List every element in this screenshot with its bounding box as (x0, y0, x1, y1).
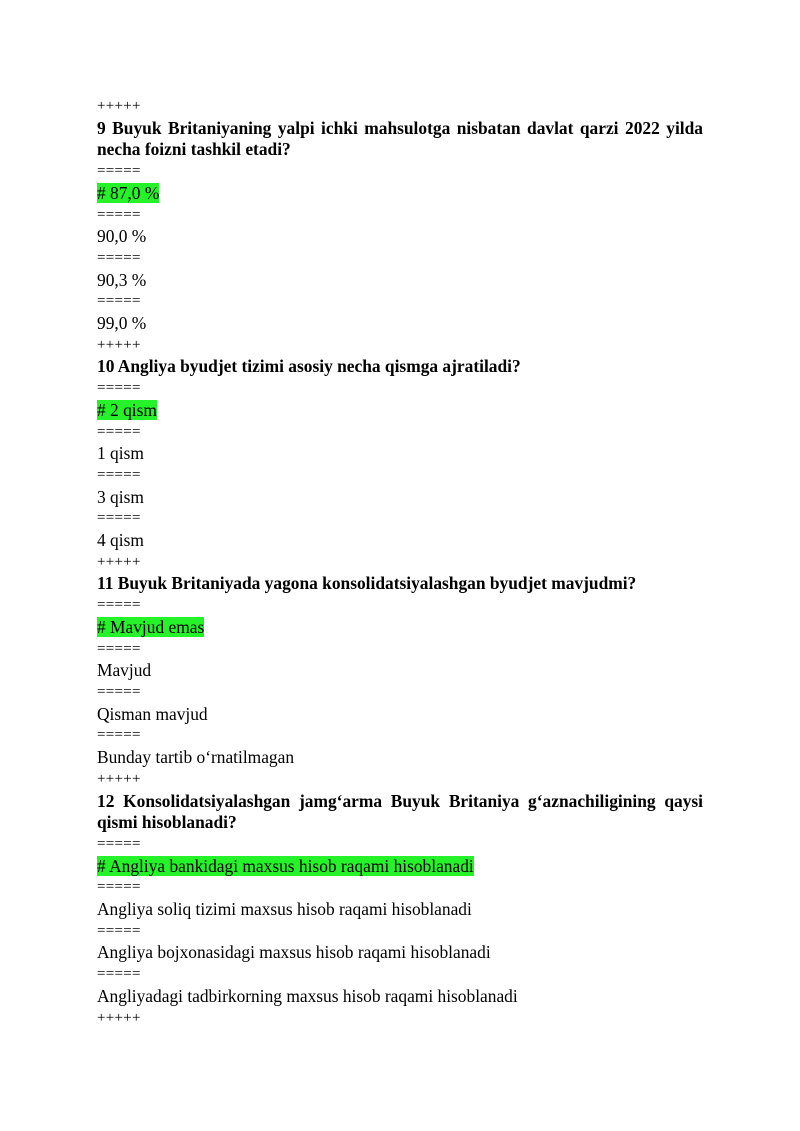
option-separator: ===== (97, 879, 141, 896)
answer-option: Bunday tartib o‘rnatilmagan (97, 747, 295, 768)
option-separator: ===== (97, 423, 141, 440)
correct-answer-11: # Mavjud emas (97, 616, 205, 637)
correct-answer-9: # 87,0 % (97, 182, 160, 203)
option-separator: ===== (97, 640, 141, 657)
option-separator: ===== (97, 835, 141, 852)
option-separator: ===== (97, 293, 141, 310)
option-separator: ===== (97, 206, 141, 223)
answer-option: Angliyadagi tadbirkorning maxsus hisob raqami hisoblanadi (97, 985, 518, 1006)
option-separator: ===== (97, 966, 141, 983)
option-separator: ===== (97, 922, 141, 939)
correct-answer-12: # Angliya bankidagi maxsus hisob raqami hisoblanadi (97, 855, 474, 876)
answer-option: Qisman mavjud (97, 703, 208, 724)
block-separator: +++++ (97, 336, 141, 353)
answer-option: Mavjud (97, 660, 152, 681)
answer-option: Angliya bojxonasidagi maxsus hisob raqami hisoblanadi (97, 942, 491, 963)
option-separator: ===== (97, 510, 141, 527)
option-separator: ===== (97, 163, 141, 180)
answer-option: 90,3 % (97, 269, 147, 290)
answer-option: Angliya soliq tizimi maxsus hisob raqami hisoblanadi (97, 899, 472, 920)
correct-answer-10: # 2 qism (97, 399, 157, 420)
option-separator: ===== (97, 380, 141, 397)
question-12: 12 Konsolidatsiyalashgan jamg‘arma Buyuk Britaniya g‘aznachiligining qaysi qismi hisoblanadi? (97, 790, 703, 833)
question-9: 9 Buyuk Britaniyaning yalpi ichki mahsulotga nisbatan davlat qarzi 2022 yilda necha foizni tashkil etadi? (97, 117, 703, 160)
option-separator: ===== (97, 249, 141, 266)
block-separator: +++++ (97, 770, 141, 787)
option-separator: ===== (97, 727, 141, 744)
answer-option: 4 qism (97, 530, 144, 551)
option-separator: ===== (97, 597, 141, 614)
question-11: 11 Buyuk Britaniyada yagona konsolidatsiyalashgan byudjet mavjudmi? (97, 573, 637, 594)
option-separator: ===== (97, 683, 141, 700)
question-10: 10 Angliya byudjet tizimi asosiy necha qismga ajratiladi? (97, 356, 521, 377)
answer-option: 3 qism (97, 486, 144, 507)
block-separator: +++++ (97, 553, 141, 570)
answer-option: 1 qism (97, 443, 144, 464)
answer-option: 99,0 % (97, 313, 147, 334)
block-separator: +++++ (97, 98, 141, 114)
option-separator: ===== (97, 466, 141, 483)
block-separator: +++++ (97, 1009, 141, 1026)
answer-option: 90,0 % (97, 226, 147, 247)
